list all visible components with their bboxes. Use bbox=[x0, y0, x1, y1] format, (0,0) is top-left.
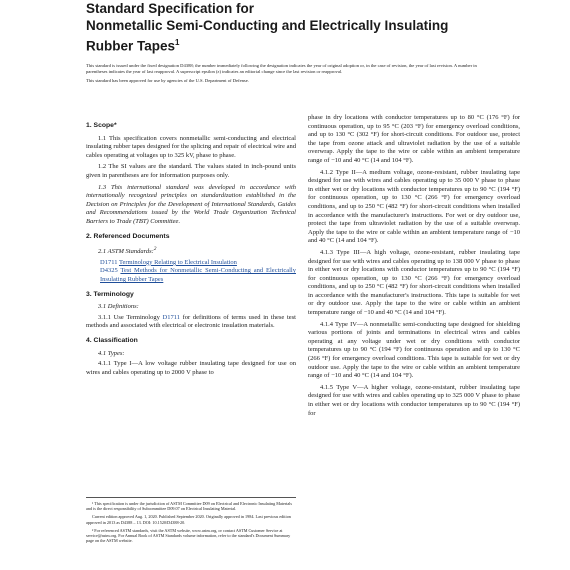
document-title bbox=[86, 0, 506, 55]
reference-code[interactable]: D1711 bbox=[100, 258, 118, 266]
reference-item[interactable] bbox=[100, 267, 296, 284]
left-column bbox=[86, 122, 296, 380]
title-line-1: Standard Specification for bbox=[86, 1, 255, 16]
section-heading-scope: 1. Scope* bbox=[86, 122, 117, 129]
approval-note: This standard has been approved for use by agencies of the U.S. Department of Defense. bbox=[86, 78, 249, 84]
footnote-2: ² For referenced ASTM standards, visit the ASTM website, www.astm.org, or contact ASTM Customer Service at service@astm.org. For Annual Book of ASTM Standards volume information, refer to the standard's Document Summary page on the ASTM website. bbox=[86, 527, 291, 544]
title-line-2: Nonmetallic Semi-Conducting and Electrically Insulating bbox=[86, 18, 449, 33]
astm-standards-subheading: 2.1 ASTM Standards:$^2$ bbox=[98, 246, 157, 256]
terminology-link[interactable]: D1711 bbox=[162, 313, 180, 321]
paragraph-1-3: 1.3 This international standard was developed in accordance with internationally recognized principles on standardization established in the Decision on Principles for the Development of International Standards, Guides and Recommendations issued by the World Trade Organization Technical Barriers to Trade (TBT) Committee. bbox=[86, 183, 296, 225]
paragraph-1-1: 1.1 This specification covers nonmetallic semi-conducting and electrical insulating rubber tapes designed for the splicing and repair of electrical wire and cables operating at voltages up to 325 kV, phase to phase. bbox=[86, 134, 296, 159]
paragraph-4-1-4: 4.1.4 Type IV—A nonmetallic semi-conducting tape designed for shielding various portions of joints and terminations in electrical wires and cables operating at any voltage under wet or dry conditions with conductor temperatures up to 90 °C (194 °F) for continuous operation and up to 130 °C (266 °F) for emergency overload conditions. This tape is suitable for wet or dry outdoor use. Apply the tape to the wire or cable within an ambient temperature range of −10 and 40 °C (14 and 104 °F). bbox=[308, 320, 520, 380]
types-subheading: 4.1 Types: bbox=[98, 349, 125, 357]
paragraph-4-1-5: 4.1.5 Type V—A higher voltage, ozone-resistant, rubber insulating tape designed for use with wires and cables operating up to 325 000 V phase to phase in either wet or dry locations with conductor temperatures up to 90 °C (194 °F) for bbox=[308, 383, 520, 417]
section-heading-classification: 4. Classification bbox=[86, 337, 138, 345]
reference-item[interactable] bbox=[100, 259, 296, 268]
title-footnote-marker: 1 bbox=[175, 38, 180, 47]
reference-title-link[interactable]: Test Methods for Nonmetallic Semi-Conducting and Electrically Insulating Rubber Tapes bbox=[100, 267, 296, 284]
designation-notes bbox=[86, 63, 486, 88]
designation-note: This standard is issued under the fixed designation D4388; the number immediately following the designation indicates the year of original adoption or, in the case of revision, the year of last revision. A number in parentheses indicates the year of last reapproval. A superscript epsilon (ε) indicates an editorial change since the last revision or reapproval. bbox=[86, 63, 477, 75]
reference-title-link[interactable]: Terminology Relating to Electrical Insulation bbox=[118, 258, 237, 266]
paragraph-4-1-3: 4.1.3 Type III—A high voltage, ozone-resistant, rubber insulating tape designed for use with wires and cables operating up to 138 000 V phase to phase in either wet or dry locations with conductor temperatures up to 90 °C (194 °F) for continuous operation, up to 130 °C (266 °F) for emergency overload conditions, and up to 250 °C (482 °F) for short-circuit conditions when installed in accordance with the manufacturer's instructions. This tape is suitable for wet or dry outdoor use. Apply the tape to the wire or cable within an ambient temperature range of −10 and 40 °C (14 and 104 °F). bbox=[308, 248, 520, 317]
section-heading-terminology: 3. Terminology bbox=[86, 290, 134, 298]
footnote-1-edition: Current edition approved Aug. 1, 2020. Published September 2020. Originally approved in 1984. Last previous edition approved in 2013 as D4388 – 13. DOI: 10.1520/D4388-20. bbox=[86, 514, 291, 525]
footnote-1: ¹ This specification is under the jurisdiction of ASTM Committee D09 on Electrical and Electronic Insulating Materials and is the direct responsibility of Subcommittee D09.07 on Electrical Insulating Material. bbox=[86, 501, 293, 512]
footnotes bbox=[86, 497, 296, 546]
paragraph-4-1-1-continued: phase in dry locations with conductor temperatures up to 80 °C (176 °F) for continuous operation, up to 95 °C (203 °F) for emergency overload conditions, and up to 130 °C (302 °F) for short-circuit conditions. For outdoor use, protect the tape from ozone attack and ultraviolet radiation by the use of a suitable overwrap. Apply the tape to the wire or cable within an ambient temperature range of −10 and 40 °C (14 and 104 °F). bbox=[308, 114, 520, 164]
paragraph-3-1-1: 3.1.1 Use Terminology D1711 for definitions of terms used in these test methods and associated with electrical or electronic insulation materials. bbox=[86, 313, 296, 330]
right-column bbox=[308, 114, 520, 421]
definitions-subheading: 3.1 Definitions: bbox=[98, 303, 139, 311]
title-line-3: Rubber Tapes bbox=[86, 38, 176, 54]
paragraph-4-1-1: 4.1.1 Type I—A low voltage rubber insulating tape designed for use on wires and cables operating up to 2000 V phase to bbox=[86, 360, 296, 376]
paragraph-1-2: 1.2 The SI values are the standard. The values stated in inch-pound units given in parentheses are for information purposes only. bbox=[86, 163, 296, 179]
paragraph-4-1-2: 4.1.2 Type II—A medium voltage, ozone-resistant, rubber insulating tape designed for use with wires and cables operating up to 35 000 V phase to phase in either wet or dry locations with conductor temperatures up to 90 °C (194 °F) for continuous operation, up to 130 °C (266 °F) for emergency overload conditions, and up to 250 °C (482 °F) for short-circuit conditions when installed in accordance with the manufacturer's instructions. For wet or dry outdoor use, protect the tape from ultraviolet radiation by the use of a suitable overwrap. Apply the tape to the wire or cable within an ambient temperature range of −10 and 40 °C (14 and 104 °F). bbox=[308, 168, 520, 245]
section-heading-referenced-documents: 2. Referenced Documents bbox=[86, 232, 170, 240]
reference-code[interactable]: D4325 bbox=[100, 267, 118, 275]
